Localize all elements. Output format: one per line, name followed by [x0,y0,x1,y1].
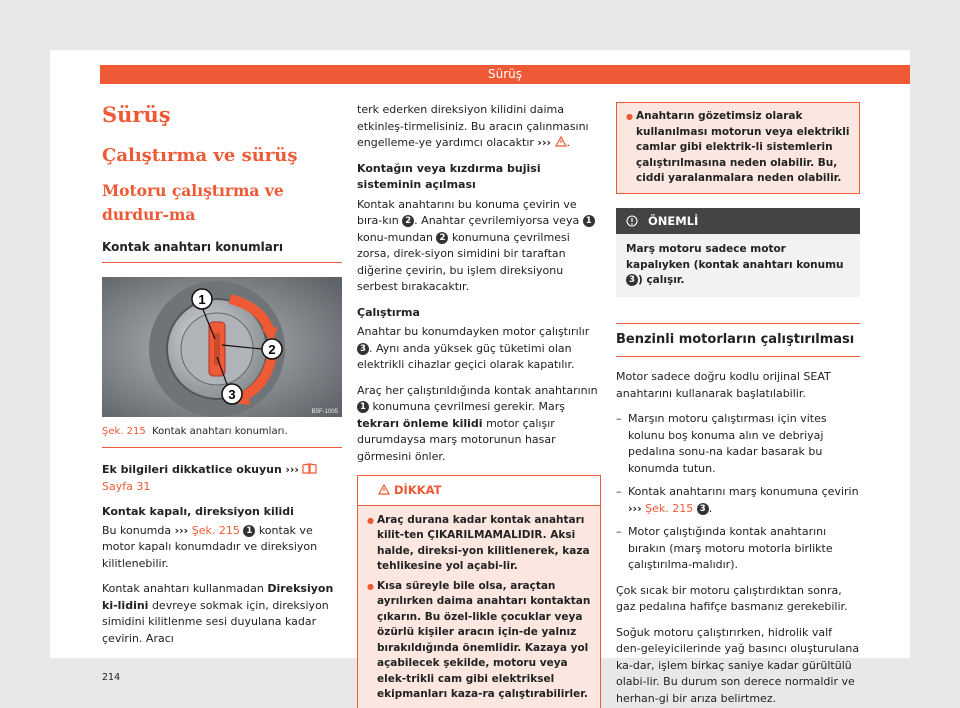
petrol-start-heading: Benzinli motorların çalıştırılması [616,323,860,358]
note-body: Marş motoru sadece motor kapalıyken (kontak anahtarı konumu 3 ) çalışır. [616,234,860,297]
paragraph-key: Motor sadece doğru kodlu orijinal SEAT anahtarını kullanarak başlatılabilir. [616,370,831,400]
list-item: – Marşın motoru çalıştırması için vites kolunu boş konuma alın ve debriyaj pedalına sonu-na kadar basarak bu konumda tutun. [616,411,860,477]
heading-off: Kontak kapalı, direksiyon kilidi [102,505,294,518]
figure-link[interactable]: Şek. 215 [645,501,694,515]
figure-label-2: 2 [268,341,276,357]
paragraph-cold: Soğuk motoru çalıştırırken, hidrolik valf den-geleyicilerinde yağ basıncı oluşturulana ka-dar, işlem birkaç saniye kadar gürültülü olabi-lir. Bu durum son derece normaldir ve herhan-gi bir arıza belirtmez. [616,625,860,705]
section-title: Çalıştırma ve sürüş [102,145,298,166]
warning-body [358,506,600,708]
note-header: ÖNEMLİ [616,208,860,235]
ignition-illustration [102,277,342,417]
paragraph-lock: Kontak anahtarı kullanmadan Direksiyon ki-lidini devreye sokmak için, direksiyon simidini kilitlenme sesi duyulana kadar çevirin. Aracı [102,582,334,645]
figure-code: B5F-1005 [311,408,338,415]
figure-label-1: 1 [198,291,206,307]
list-item: – Kontak anahtarını marş konumuna çevirin ››› Şek. 215 3 . [616,484,860,517]
paragraph-on: Kontak anahtarını bu konuma çevirin ve bıra-kın 2 . Anahtar çevrilemiyorsa veya 1 konu-mundan 2 konumuna çevrilmesi zorsa, direk-siyon simidini bir taraftan diğerine çevirin, bu işlem direksiyonu serbest bırakacaktır. [357,197,601,296]
figure-caption [102,424,342,449]
paragraph-restart: Araç her çalıştırıldığında kontak anahtarının 1 konumuna çevrilmesi gerekir. Marş tekrarı önleme kilidi motor çalışır durumdaysa marş motorunun hasar görmesini önler. [357,383,598,463]
warning-triangle-icon [378,484,390,495]
warning-item: ● Araç durana kadar kontak anahtarı kilit-ten ÇIKARILMAMALIDIR. Aksi halde, direksi-yon kilitlenerek, kaza tehlikesine yol açabi-lir. [367,513,591,575]
info-line: Ek bilgileri dikkatlice okuyun ››› Sayfa 31 [102,462,342,495]
figure-ref: Şek. 215 [102,425,146,437]
chapter-title: Sürüş [102,102,171,127]
column-2 [357,102,601,708]
paragraph-hot: Çok sıcak bir motoru çalıştırdıktan sonra, gaz pedalına hafifçe basmanız gerekebilir. [616,583,848,613]
position-badge: 1 [243,525,255,537]
column-1 [102,102,342,683]
topic-heading: Kontak anahtarı konumları [102,239,342,263]
note-box [616,208,860,297]
page-number: 214 [102,672,121,683]
heading-on: Kontağın veya kızdırma bujisi sisteminin açılması [357,161,541,191]
warning-box [357,475,601,708]
figure-label-3: 3 [228,386,236,402]
info-icon [626,215,638,227]
list-item: – Motor çalıştığında kontak anahtarını bırakın (marş motoru motorla birlikte çalıştırılma-malıdır). [616,524,860,574]
paragraph-off: Bu konumda ››› Şek. 215 1 kontak ve motor kapalı konumdadır ve direksiyon kilitlenebilir. [102,523,318,570]
warning-triangle-icon [555,136,567,147]
subsection-title: Motoru çalıştırma ve durdur-ma [102,181,284,224]
manual-page [50,50,910,705]
column-3 [616,102,860,708]
figure-link[interactable]: Şek. 215 [191,523,240,537]
warning-header: DİKKAT [358,476,600,506]
heading-start: Çalıştırma [357,305,420,319]
page-link[interactable]: Sayfa 31 [102,479,151,493]
header-bar: Sürüş [100,65,910,84]
warning-box-continued: ● Anahtarın gözetimsiz olarak kullanılması motorun veya elektrikli camlar gibi elektrik-li sistemlerin çalıştırılmasına neden olabilir. Bu, ciddi yaralanmalara neden olabilir. [616,102,860,194]
warning-item: ● Kısa süreyle bile olsa, araçtan ayrılırken daima anahtarı kontaktan çıkarın. Bu özel-likle çocuklar veya özürlü kişiler aracın için-de yalnız bırakıldığında önemlidir. Kazaya yol açabilecek şekilde, motoru veya elek-trikli cam gibi elektriksel ekipmanları kaza-ra çalıştırabilirler. [367,579,591,703]
paragraph-start: Anahtar bu konumdayken motor çalıştırılır 3 . Aynı anda yüksek güç tüketimi olan elektrikli cihazlar geçici olarak kapatılır. [357,325,590,371]
paragraph-continue: terk ederken direksiyon kilidini daima etkinleş-tirmelisiniz. Bu aracın çalınmasını engelleme-ye yardımcı olacaktır ››› . [357,103,589,149]
figure-caption-text: Kontak anahtarı konumları. [152,425,288,437]
book-icon [302,463,317,474]
ignition-figure [102,277,342,417]
